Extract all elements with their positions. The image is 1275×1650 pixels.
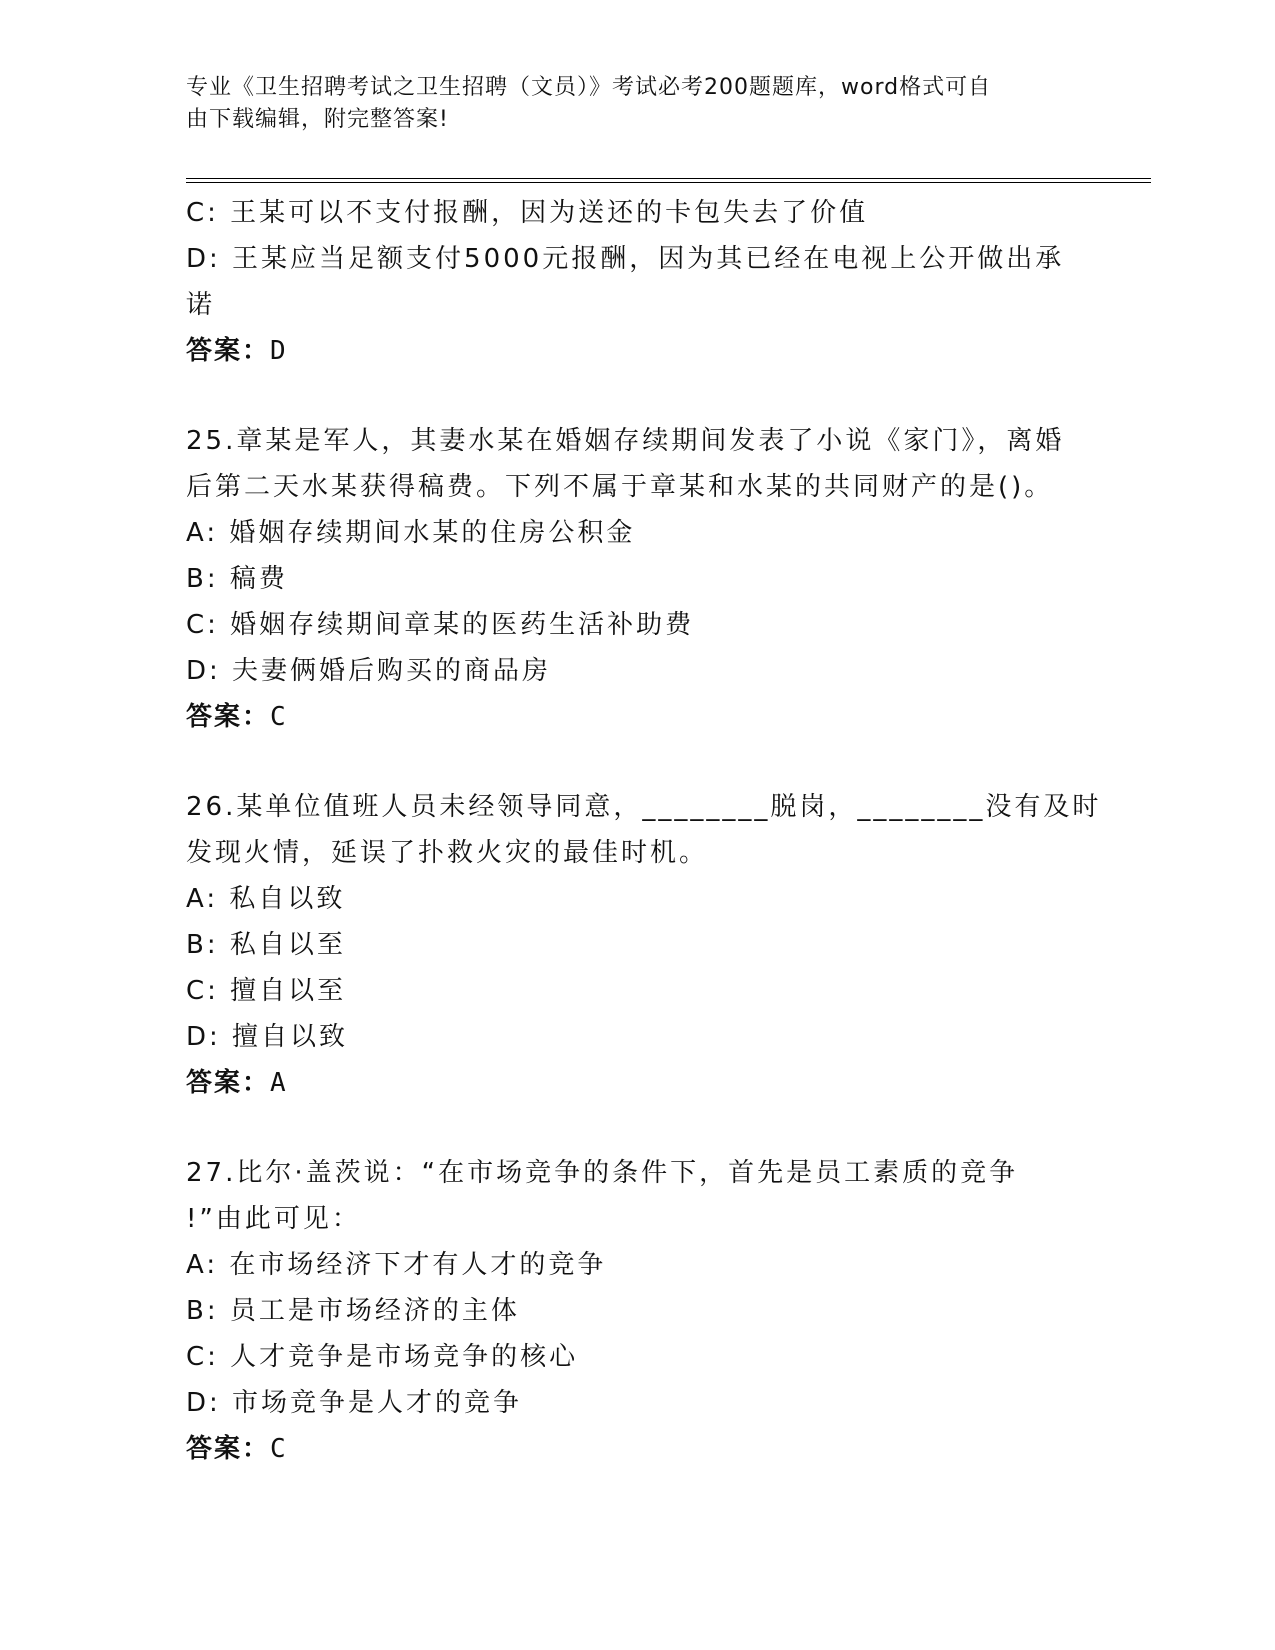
answer-value: D	[270, 336, 288, 366]
option-c: C: 擅自以至	[186, 976, 347, 1006]
header-title-line-1: 专业《卫生招聘考试之卫生招聘（文员）》考试必考200题题库，word格式可自	[186, 75, 992, 100]
answer-value: C	[270, 702, 288, 732]
header-divider	[186, 178, 1151, 183]
answer	[186, 328, 1086, 374]
question-25	[186, 418, 1086, 740]
option-d-line-1: D: 王某应当足额支付5000元报酬，因为其已经在电视上公开做出承	[186, 244, 1065, 274]
option-c: C: 王某可以不支付报酬，因为送还的卡包失去了价值	[186, 198, 869, 228]
spacer	[186, 740, 1086, 784]
answer-label: 答案：	[186, 702, 271, 732]
option-d: D: 夫妻俩婚后购买的商品房	[186, 656, 552, 686]
question-stem-line-2: 发现火情，延误了扑救火灾的最佳时机。	[186, 838, 709, 868]
option-a: A: 婚姻存续期间水某的住房公积金	[186, 518, 636, 548]
option-b: B: 私自以至	[186, 930, 346, 960]
answer-label: 答案：	[186, 336, 271, 366]
question-stem-line-2: !”由此可见：	[186, 1204, 361, 1234]
answer	[186, 694, 1086, 740]
answer	[186, 1060, 1086, 1106]
option-c: C: 婚姻存续期间章某的医药生活补助费	[186, 610, 695, 640]
question-stem-line-1: 26.某单位值班人员未经领导同意，________脱岗，________没有及时	[186, 792, 1102, 822]
answer-value: C	[270, 1434, 288, 1464]
spacer	[186, 1106, 1086, 1150]
answer	[186, 1426, 1086, 1472]
option-a: A: 在市场经济下才有人才的竞争	[186, 1250, 607, 1280]
question-content	[186, 190, 1102, 1472]
option-d: D: 擅自以致	[186, 1022, 349, 1052]
option-c: C: 人才竞争是市场竞争的核心	[186, 1342, 579, 1372]
option-b: B: 稿费	[186, 564, 288, 594]
answer-value: A	[270, 1068, 288, 1098]
document-header	[186, 72, 1086, 136]
option-a: A: 私自以致	[186, 884, 346, 914]
question-stem-line-2: 后第二天水某获得稿费。下列不属于章某和水某的共同财产的是()。	[186, 472, 1054, 502]
answer-label: 答案：	[186, 1434, 271, 1464]
answer-label: 答案：	[186, 1068, 271, 1098]
question-27	[186, 1150, 1086, 1472]
question-stem-line-1: 25.章某是军人，其妻水某在婚姻存续期间发表了小说《家门》，离婚	[186, 426, 1065, 456]
question-26	[186, 784, 1102, 1106]
continued-question	[186, 190, 1086, 374]
option-b: B: 员工是市场经济的主体	[186, 1296, 520, 1326]
spacer	[186, 374, 1086, 418]
header-title-line-2: 由下载编辑，附完整答案!	[186, 107, 449, 132]
option-d: D: 市场竞争是人才的竞争	[186, 1388, 523, 1418]
question-stem-line-1: 27.比尔·盖茨说：“在市场竞争的条件下，首先是员工素质的竞争	[186, 1158, 1019, 1188]
option-d-line-2: 诺	[186, 290, 216, 320]
